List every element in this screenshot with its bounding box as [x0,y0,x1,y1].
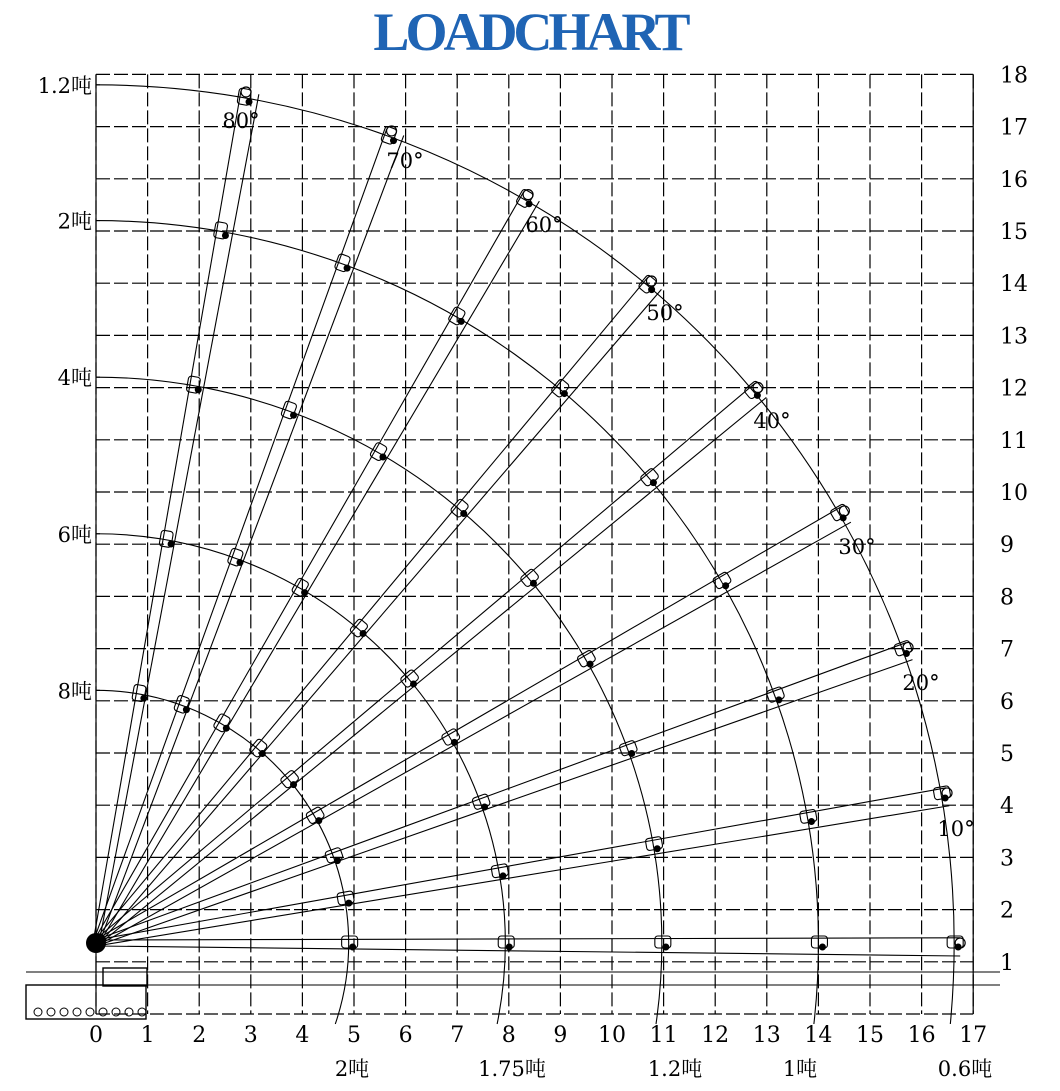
angle-label: 80° [222,109,260,133]
boom-pin [458,318,465,325]
labels [38,63,1028,1081]
bottom-load-label: 2吨 [334,1057,370,1081]
boom-rail [96,938,960,940]
boom-rail [97,806,950,946]
y-tick-label: 5 [1000,742,1014,767]
left-load-label: 8吨 [57,679,92,704]
boom-pin [526,200,533,207]
boom-pin [654,845,661,852]
angle-label: 30° [838,535,876,559]
boom-pin [301,589,308,596]
bottom-load-label: 1.75吨 [478,1057,546,1081]
x-tick-label: 17 [959,1023,988,1048]
boom-pin [168,540,175,547]
y-tick-label: 1 [1000,950,1014,976]
boom-pin [410,680,417,687]
x-tick-label: 16 [907,1023,936,1048]
boom-pin [481,804,488,811]
boom-pin [628,750,635,757]
track-wheel [99,1008,107,1016]
boom-pin [650,479,657,486]
angle-label: 20° [902,671,940,695]
bottom-load-label: 1.2吨 [647,1057,703,1081]
crane-base [26,933,1000,1019]
angle-label: 60° [525,213,563,237]
boom-pin [344,265,351,272]
x-tick-label: 0 [89,1023,103,1048]
angle-label: 70° [386,149,424,173]
x-tick-label: 14 [804,1023,833,1048]
boom-pin [775,696,782,703]
boom-rail [99,201,540,944]
left-load-label: 6吨 [57,522,92,547]
boom-pin [662,944,669,951]
x-tick-label: 15 [856,1023,884,1048]
boom-pin [345,900,352,907]
boom-pin [290,781,297,788]
y-tick-label: 16 [1000,167,1028,193]
boom-rail [94,278,648,941]
boom-rail [98,397,766,945]
boom-pin [315,817,322,824]
x-tick-label: 2 [192,1023,207,1048]
x-tick-label: 10 [598,1023,626,1048]
x-tick-label: 4 [295,1023,310,1048]
left-load-label: 4吨 [57,366,92,391]
turret [103,968,147,986]
track-wheel [34,1008,42,1016]
boom-pin [460,510,467,517]
x-tick-label: 13 [752,1023,781,1048]
y-tick-label: 7 [1000,637,1014,663]
boom-pin [587,661,594,668]
y-tick-label: 2 [1000,898,1014,924]
x-tick-label: 7 [450,1023,465,1048]
boom-pin [500,872,507,879]
angle-label: 10° [937,817,975,841]
boom-pin [561,390,568,397]
y-tick-label: 11 [1000,428,1028,454]
boom-rail [99,94,259,943]
bottom-load-label: 0.6吨 [937,1057,993,1081]
boom-pin [506,944,513,951]
x-tick-label: 11 [649,1023,678,1048]
y-tick-label: 9 [1000,533,1014,559]
boom-pin [195,386,202,393]
boom-pivot [86,933,106,953]
boom-pin [360,630,367,637]
chart-title: LOADCHART [373,2,687,62]
y-tick-label: 12 [1000,376,1028,402]
left-load-label: 1.2吨 [37,73,92,98]
boom-pin [819,944,826,951]
track-wheel [138,1008,146,1016]
track-wheel [60,1008,68,1016]
y-tick-label: 13 [1000,324,1028,350]
boom-rail [93,91,241,942]
x-tick-label: 12 [701,1023,730,1048]
y-tick-label: 14 [1000,272,1028,298]
y-tick-label: 15 [1000,220,1028,245]
boom-pin [334,857,341,864]
y-tick-label: 8 [1000,585,1014,611]
boom-pin [259,750,266,757]
boom-pin [140,695,147,702]
x-tick-label: 8 [501,1023,516,1048]
boom-pin [722,582,729,589]
y-tick-label: 6 [1000,689,1014,715]
boom-pin [236,559,243,566]
boom-pin [223,725,230,732]
x-tick-label: 9 [553,1023,568,1048]
track-wheel [86,1008,94,1016]
boom-pin [183,706,190,713]
boom-pin [808,818,815,825]
boom-pin [648,286,655,293]
track-wheel [73,1008,81,1016]
boom-pin [451,739,458,746]
y-tick-label: 3 [1000,846,1014,872]
x-tick-label: 1 [140,1023,155,1048]
angle-label: 40° [753,409,791,433]
boom-rail [95,643,906,941]
angle-label: 50° [646,301,684,325]
track-wheel [112,1008,120,1016]
boom-pin [530,580,537,587]
boom-pin [222,232,229,239]
x-tick-label: 3 [243,1023,258,1048]
y-tick-label: 18 [1000,63,1028,89]
boom-pin [290,412,297,419]
bottom-load-label: 1吨 [782,1057,818,1081]
x-tick-label: 5 [347,1023,361,1048]
y-tick-label: 4 [1000,794,1014,820]
boom-pin [349,944,356,951]
boom-rail [96,946,960,956]
x-tick-label: 6 [398,1023,413,1048]
track-wheel [125,1008,133,1016]
y-tick-label: 17 [1000,115,1028,141]
left-load-label: 2吨 [57,209,92,234]
boom-rail [98,522,851,945]
track-wheel [47,1008,55,1016]
boom-pin [379,453,386,460]
boom-pin [390,137,397,144]
y-tick-label: 10 [1000,481,1028,506]
boom-pin [246,98,253,105]
